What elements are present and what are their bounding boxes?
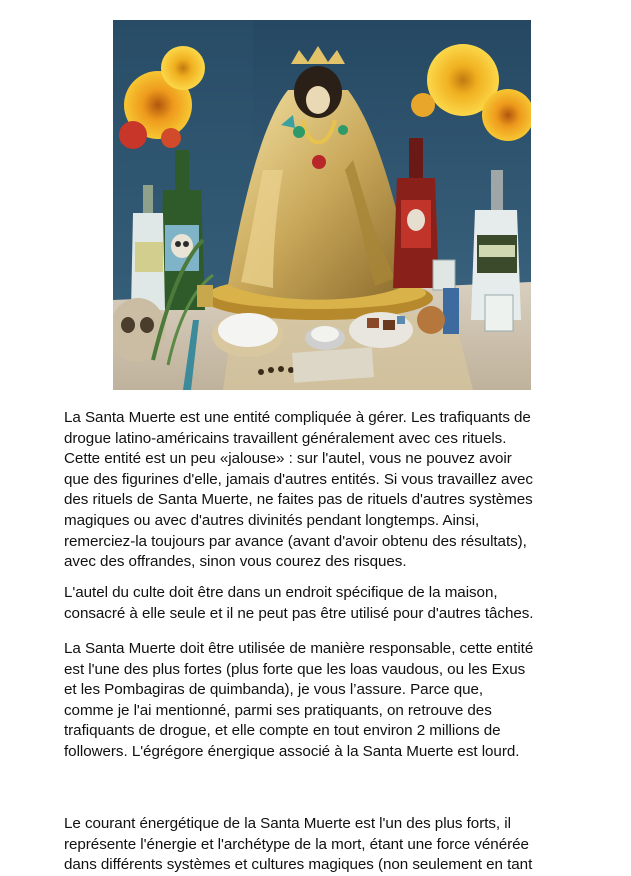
text-line: trafiquants de drogue, et elle compte en tout environ 2 millions de (64, 722, 501, 740)
paragraph-1 (64, 408, 594, 573)
text-line: drogue latino-américains travaillent généralement avec ces rituels. (64, 429, 507, 447)
text-line: dans différents systèmes et cultures magiques (non seulement en tant (64, 856, 533, 874)
text-line: des rituels de Santa Muerte, ne faites pas de rituels d'autres systèmes (64, 491, 533, 509)
text-line: L'autel du culte doit être dans un endroit spécifique de la maison, (64, 584, 498, 601)
text-line: consacré à elle seule et il ne peut pas être utilisé pour d'autres tâches. (64, 604, 534, 622)
text-line: Le courant énergétique de la Santa Muerte est l'un des plus forts, il (64, 815, 511, 832)
text-line: followers. L'égrégore énergique associé à la Santa Muerte est lourd. (64, 742, 520, 760)
text-line: remerciez-la toujours par avance (avant d'avoir obtenu des résultats), (64, 532, 527, 550)
paragraph-3 (64, 639, 594, 763)
altar-photo (113, 20, 531, 390)
text-line: Cette entité est un peu «jalouse» : sur l'autel, vous ne pouvez avoir (64, 450, 512, 468)
text-line: magiques ou avec d'autres divinités pendant longtemps. Ainsi, (64, 511, 480, 529)
text-line: La Santa Muerte doit être utilisée de manière responsable, cette entité (64, 640, 534, 657)
paragraph-4 (64, 814, 594, 876)
text-line: La Santa Muerte est une entité compliquée à gérer. Les trafiquants de (64, 409, 531, 426)
text-line: représente l'énergie et l'archétype de la mort, étant une force vénérée (64, 835, 529, 853)
text-line: que des figurines d'elle, jamais d'autres entités. Si vous travaillez avec (64, 470, 533, 488)
text-line: comme je l'ai mentionné, parmi ses pratiquants, on retrouve des (64, 701, 492, 719)
text-line: est l'une des plus fortes (plus forte que les loas vaudous, ou les Exus (64, 660, 526, 678)
text-line: avec des offrandes, sinon vous courez des risques. (64, 553, 407, 571)
text-line: et les Pombagiras de quimbanda), je vous l’assure. Parce que, (64, 681, 484, 699)
paragraph-2 (64, 583, 594, 624)
